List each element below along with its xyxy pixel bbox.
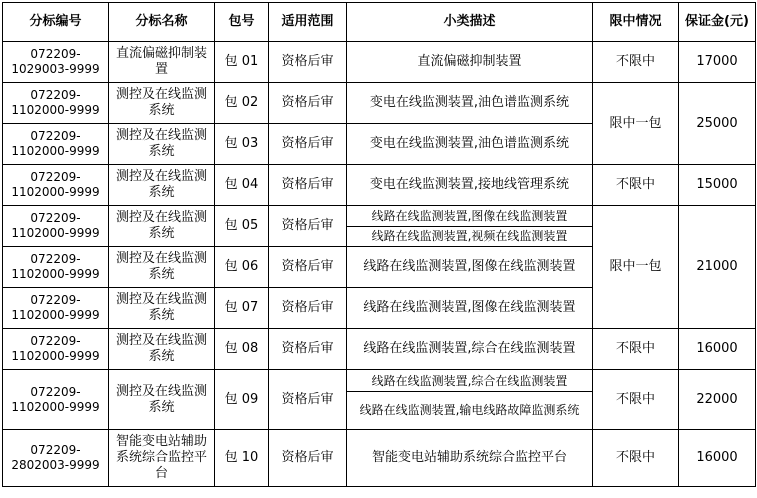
header-section-name: 分标名称 (109, 3, 215, 42)
cell-name: 测控及在线监测系统 (109, 247, 215, 288)
cell-name: 测控及在线监测系统 (109, 329, 215, 370)
cell-limit: 不限中 (593, 165, 679, 206)
cell-name: 测控及在线监测系统 (109, 206, 215, 247)
table-row (3, 370, 756, 430)
cell-package: 包 05 (215, 206, 269, 247)
cell-name: 测控及在线监测系统 (109, 83, 215, 124)
cell-code: 072209-1102000-9999 (3, 206, 109, 247)
cell-package: 包 02 (215, 83, 269, 124)
cell-scope: 资格后审 (269, 124, 347, 165)
cell-limit: 不限中 (593, 430, 679, 487)
cell-package: 包 03 (215, 124, 269, 165)
table-row (3, 329, 756, 370)
cell-deposit: 16000 (679, 430, 756, 487)
cell-scope: 资格后审 (269, 206, 347, 247)
cell-package: 包 04 (215, 165, 269, 206)
cell-name: 测控及在线监测系统 (109, 165, 215, 206)
cell-scope: 资格后审 (269, 288, 347, 329)
header-deposit: 保证金(元) (679, 3, 756, 42)
header-package-no: 包号 (215, 3, 269, 42)
cell-scope: 资格后审 (269, 247, 347, 288)
table-row (3, 83, 756, 124)
header-award-limit: 限中情况 (593, 3, 679, 42)
cell-name: 测控及在线监测系统 (109, 124, 215, 165)
cell-desc: 线路在线监测装置,图像在线监测装置 (347, 247, 593, 288)
cell-scope: 资格后审 (269, 370, 347, 430)
cell-deposit: 25000 (679, 83, 756, 165)
desc-line: 线路在线监测装置,图像在线监测装置 (347, 207, 592, 227)
cell-limit: 不限中 (593, 370, 679, 430)
cell-limit: 限中一包 (593, 83, 679, 165)
table-row (3, 42, 756, 83)
header-subcategory-desc: 小类描述 (347, 3, 593, 42)
cell-package: 包 10 (215, 430, 269, 487)
cell-desc (347, 370, 593, 430)
cell-code: 072209-1029003-9999 (3, 42, 109, 83)
cell-scope: 资格后审 (269, 430, 347, 487)
cell-limit: 不限中 (593, 329, 679, 370)
table-row (3, 430, 756, 487)
cell-package: 包 09 (215, 370, 269, 430)
cell-desc: 变电在线监测装置,接地线管理系统 (347, 165, 593, 206)
cell-deposit: 17000 (679, 42, 756, 83)
cell-package: 包 06 (215, 247, 269, 288)
table-row (3, 206, 756, 247)
cell-code: 072209-1102000-9999 (3, 165, 109, 206)
table-header-row (3, 3, 756, 42)
cell-code: 072209-1102000-9999 (3, 288, 109, 329)
cell-code: 072209-1102000-9999 (3, 124, 109, 165)
cell-code: 072209-2802003-9999 (3, 430, 109, 487)
cell-desc: 变电在线监测装置,油色谱监测系统 (347, 83, 593, 124)
cell-package: 包 07 (215, 288, 269, 329)
cell-package: 包 01 (215, 42, 269, 83)
cell-deposit: 21000 (679, 206, 756, 329)
desc-line: 线路在线监测装置,综合在线监测装置 (347, 372, 592, 392)
cell-desc: 线路在线监测装置,综合在线监测装置 (347, 329, 593, 370)
bid-section-table-wrapper (2, 2, 756, 487)
cell-code: 072209-1102000-9999 (3, 83, 109, 124)
cell-desc: 线路在线监测装置,图像在线监测装置 (347, 288, 593, 329)
cell-package: 包 08 (215, 329, 269, 370)
cell-scope: 资格后审 (269, 165, 347, 206)
cell-scope: 资格后审 (269, 329, 347, 370)
cell-name: 测控及在线监测系统 (109, 288, 215, 329)
cell-deposit: 22000 (679, 370, 756, 430)
cell-desc: 直流偏磁抑制装置 (347, 42, 593, 83)
cell-desc: 智能变电站辅助系统综合监控平台 (347, 430, 593, 487)
cell-name: 测控及在线监测系统 (109, 370, 215, 430)
cell-scope: 资格后审 (269, 42, 347, 83)
header-scope: 适用范围 (269, 3, 347, 42)
cell-code: 072209-1102000-9999 (3, 370, 109, 430)
bid-section-table (2, 2, 756, 487)
cell-desc (347, 206, 593, 247)
cell-deposit: 15000 (679, 165, 756, 206)
desc-line: 线路在线监测装置,输电线路故障监测系统 (359, 402, 580, 417)
desc-line: 线路在线监测装置,视频在线监测装置 (371, 228, 568, 243)
cell-code: 072209-1102000-9999 (3, 329, 109, 370)
cell-limit: 不限中 (593, 42, 679, 83)
cell-name: 直流偏磁抑制装置 (109, 42, 215, 83)
cell-code: 072209-1102000-9999 (3, 247, 109, 288)
header-section-code: 分标编号 (3, 3, 109, 42)
cell-deposit: 16000 (679, 329, 756, 370)
cell-desc: 变电在线监测装置,油色谱监测系统 (347, 124, 593, 165)
cell-scope: 资格后审 (269, 83, 347, 124)
cell-limit: 限中一包 (593, 206, 679, 329)
cell-name: 智能变电站辅助系统综合监控平台 (109, 430, 215, 487)
table-row (3, 165, 756, 206)
